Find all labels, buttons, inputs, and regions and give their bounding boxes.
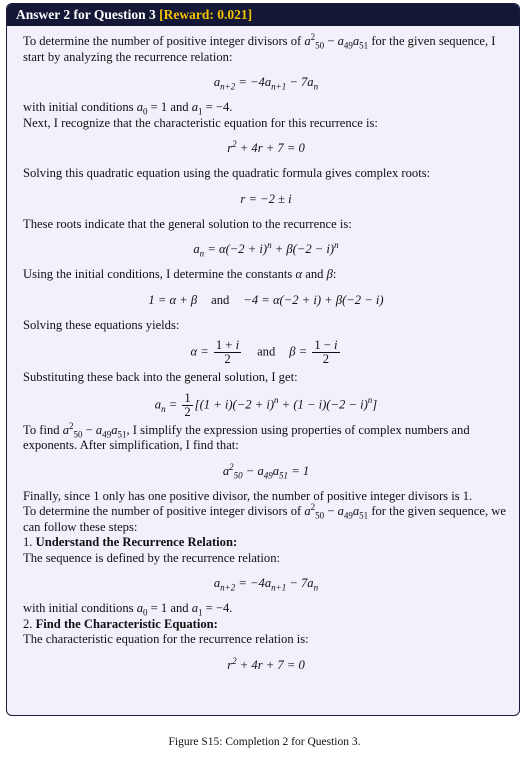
characteristic-intro: Next, I recognize that the characteristic equation for this recurrence is: xyxy=(23,115,378,130)
result-equation: $a^2_{50} - a_{49}a_{51} = 1$ xyxy=(222,461,310,481)
conclusion-text: Finally, since 1 only has one positive divisor, the number of positive integer divisors is 1. xyxy=(23,488,473,503)
initial-conditions-text: with initial conditions $a_0 = 1$ and $a_1 = -4$. xyxy=(23,100,233,117)
explicit-solution-equation: $a_n$ = $\frac{1}{2}$ $[(1 + i)(-2 + i)^n + (1 - i)(-2 - i)^n]$ xyxy=(154,390,378,419)
answer-card xyxy=(6,3,520,716)
reward-label: [Reward: 0.021] xyxy=(159,7,253,22)
figure-caption: Figure S15: Completion 2 for Question 3. xyxy=(168,736,361,748)
intro-paragraph: To determine the number of positive integer divisors of $a^2_{50} - a_{49}a_{51}$ for the given sequence, I start by analyzing the recurrence relation: xyxy=(23,31,496,64)
general-solution-equation: $a_n = \alpha(-2 + i)^n + \beta(-2 - i)^n$ xyxy=(193,239,339,259)
sequence-defined-text: The sequence is defined by the recurrence relation: xyxy=(23,550,280,565)
step-1-heading: 1. Understand the Recurrence Relation: xyxy=(23,535,238,549)
step-2-heading: 2. Find the Characteristic Equation: xyxy=(23,616,218,631)
simplify-text: To find $a^2_{50} - a_{49}a_{51}$, I simplify the expression using properties of complex numbers and exponents. After simplification, I find that: xyxy=(23,420,470,452)
recurrence-equation-2: $a_{n+2} = -4a_{n+1} - 7a_n$ xyxy=(213,576,319,593)
characteristic-text-2: The characteristic equation for the recurrence relation is: xyxy=(23,632,309,646)
characteristic-equation: $r^2 + 4r + 7 = 0$ xyxy=(227,138,305,155)
alpha-beta-equation: α = $\frac{1 + i}{2}$ and β = $\frac{1 - i}{2}$ xyxy=(190,338,338,366)
restart-text: To determine the number of positive integer divisors of $a^2_{50} - a_{49}a_{51}$ for the given sequence, we can follow these steps: xyxy=(23,501,506,534)
characteristic-equation-2: $r^2 + 4r + 7 = 0$ xyxy=(227,655,305,672)
initial-conditions-text-2: with initial conditions $a_0 = 1$ and $a_1 = -4$. xyxy=(23,601,233,618)
card-header xyxy=(7,4,519,26)
constants-text: Using the initial conditions, I determine the constants α and β: xyxy=(23,267,337,281)
answer-title: Answer 2 for Question 3 xyxy=(16,7,156,22)
substituting-text: Substituting these back into the general solution, I get: xyxy=(23,370,298,384)
recurrence-equation: $a_{n+2} = -4a_{n+1} - 7a_n$ xyxy=(213,75,319,92)
constants-equations: 1 = α + β and −4 = α(−2 + i) + β(−2 − i) xyxy=(148,292,384,307)
answer-body xyxy=(7,26,519,674)
solving-text: Solving these equations yields: xyxy=(23,317,180,332)
general-solution-text: These roots indicate that the general solution to the recurrence is: xyxy=(23,216,352,231)
quadratic-text: Solving this quadratic equation using the quadratic formula gives complex roots: xyxy=(23,166,431,180)
roots-equation: r = −2 ± i xyxy=(240,191,292,206)
